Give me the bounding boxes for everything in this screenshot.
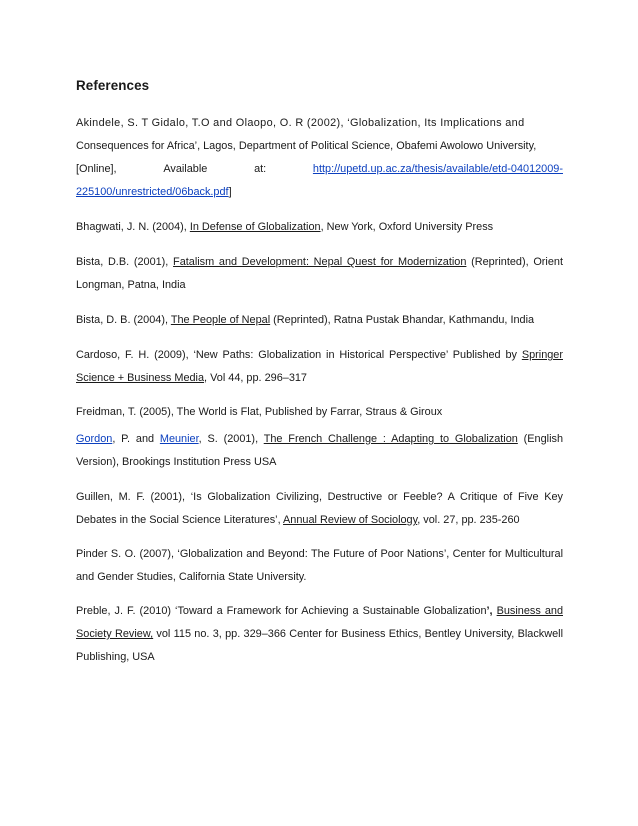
akindele-online: [Online], <box>76 163 117 175</box>
bista2-title: The People of Nepal <box>170 314 271 326</box>
cardoso-post: , Vol 44, pp. 296–317 <box>204 372 307 384</box>
akindele-line2: Consequences for Africa’, Lagos, Department of Political Science, Obafemi Awolowo University, <box>76 140 537 152</box>
bhagwati-pre: Bhagwati, J. N. (2004), <box>76 221 190 233</box>
guillen-pre: Guillen, M. F. (2001), ‘Is Globalization Civilizing, Destructive or Feeble? A Critique of Five Key Debates in the Social Science Literatures’, <box>76 491 563 526</box>
gordon-mid1: , P. and <box>112 433 160 445</box>
reference-list <box>76 112 563 681</box>
reference-bista-2001 <box>76 251 563 297</box>
bista2-pre: Bista, D. B. (2004), <box>76 314 171 326</box>
reference-akindele <box>76 112 563 204</box>
reference-guillen <box>76 486 563 532</box>
reference-bista-2004 <box>76 309 563 332</box>
akindele-line4 <box>76 181 563 204</box>
bista1-post: (Reprinted), Orient Longman, Patna, India <box>76 256 563 291</box>
bista2-post: (Reprinted), Ratna Pustak Bhandar, Kathmandu, India <box>270 314 535 326</box>
gordon-title: The French Challenge : Adapting to Globalization <box>263 433 518 445</box>
preble-journal: Business and Society Review, <box>76 605 563 640</box>
guillen-post: , vol. 27, pp. 235-260 <box>417 514 520 526</box>
reference-gordon <box>76 428 563 474</box>
reference-freidman: Freidman, T. (2005), The World is Flat, Published by Farrar, Straus & Giroux <box>76 406 443 418</box>
gordon-author-link[interactable]: Gordon <box>76 433 113 445</box>
akindele-available: Available <box>163 163 208 175</box>
gordon-post: (English Version), Brookings Institution Press USA <box>76 433 563 468</box>
gordon-mid2: , S. (2001), <box>198 433 264 445</box>
references-heading: References <box>76 78 150 93</box>
akindele-line1: Akindele, S. T Gidalo, T.O and Olaopo, O. R (2002), ‘Globalization, Its Implications and <box>76 117 525 129</box>
bista1-title: Fatalism and Development: Nepal Quest for Modernization <box>173 256 467 268</box>
reference-cardoso <box>76 344 563 390</box>
preble-post: vol 115 no. 3, pp. 329–366 Center for Business Ethics, Bentley University, Blackwell Publishing, USA <box>76 628 563 663</box>
meunier-author-link[interactable]: Meunier <box>159 433 199 445</box>
bhagwati-title: In Defense of Globalization <box>189 221 321 233</box>
bhagwati-post: , New York, Oxford University Press <box>320 221 494 233</box>
preble-pre: Preble, J. F. (2010) ‘Toward a Framework for Achieving a Sustainable Globalization <box>76 605 487 617</box>
cardoso-pre: Cardoso, F. H. (2009), ‘New Paths: Globalization in Historical Perspective’ Published by <box>76 349 522 361</box>
bista1-pre: Bista, D.B. (2001), <box>76 256 174 268</box>
preble-bold-quote: ’, <box>486 605 493 617</box>
guillen-journal: Annual Review of Sociology <box>283 514 418 526</box>
reference-bhagwati <box>76 216 563 239</box>
akindele-line3 <box>76 158 563 181</box>
akindele-close: ] <box>228 186 232 198</box>
akindele-url-link[interactable]: http://upetd.up.ac.za/thesis/available/etd-04012009- <box>312 163 563 175</box>
cardoso-publisher: Springer Science + Business Media <box>76 349 563 384</box>
reference-pinder: Pinder S. O. (2007), ‘Globalization and Beyond: The Future of Poor Nations’, Center for Multicultural and Gender Studies, California State University. <box>76 548 563 583</box>
akindele-at: at: <box>254 163 267 175</box>
akindele-url-link-cont[interactable]: 225100/unrestricted/06back.pdf <box>76 186 229 198</box>
reference-preble <box>76 600 563 669</box>
